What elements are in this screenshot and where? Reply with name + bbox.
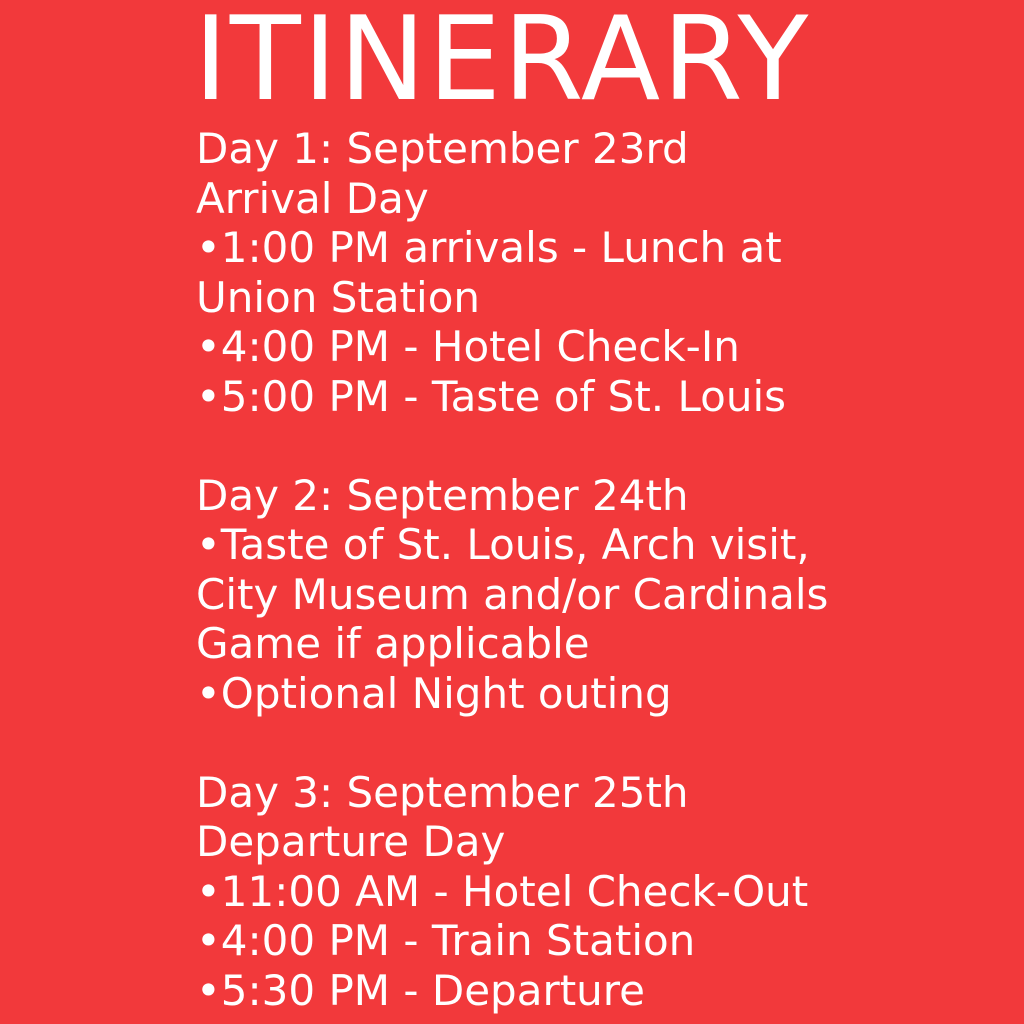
day-1-heading: Day 1: September 23rd bbox=[196, 124, 689, 173]
itinerary-content bbox=[196, 124, 1016, 1015]
day-spacer bbox=[196, 421, 1016, 471]
day-3-item-2: •4:00 PM - Train Station bbox=[196, 916, 696, 965]
day-2-item-1-continued: City Museum and/or Cardinals bbox=[196, 569, 829, 619]
day-1-item-1: •1:00 PM arrivals - Lunch at bbox=[196, 223, 782, 272]
day-2-heading: Day 2: September 24th bbox=[196, 470, 689, 520]
page-title: ITINERARY bbox=[193, 0, 811, 127]
day-1-subtitle: Arrival Day bbox=[196, 173, 429, 223]
day-2-item-2: •Optional Night outing bbox=[196, 668, 672, 718]
day-2-item-1-continued-2: Game if applicable bbox=[196, 619, 590, 668]
day-3-item-1: •11:00 AM - Hotel Check-Out bbox=[196, 866, 809, 916]
day-2-item-1: •Taste of St. Louis, Arch visit, bbox=[196, 520, 810, 569]
day-3-subtitle: Departure Day bbox=[196, 817, 506, 866]
day-3-heading: Day 3: September 25th bbox=[196, 767, 689, 817]
day-1-item-2: •4:00 PM - Hotel Check-In bbox=[196, 322, 740, 371]
day-3-item-3: •5:30 PM - Departure bbox=[196, 965, 645, 1015]
day-1-item-1-continued: Union Station bbox=[196, 272, 481, 322]
day-spacer bbox=[196, 718, 1016, 768]
day-1-item-3: •5:00 PM - Taste of St. Louis bbox=[196, 371, 787, 421]
